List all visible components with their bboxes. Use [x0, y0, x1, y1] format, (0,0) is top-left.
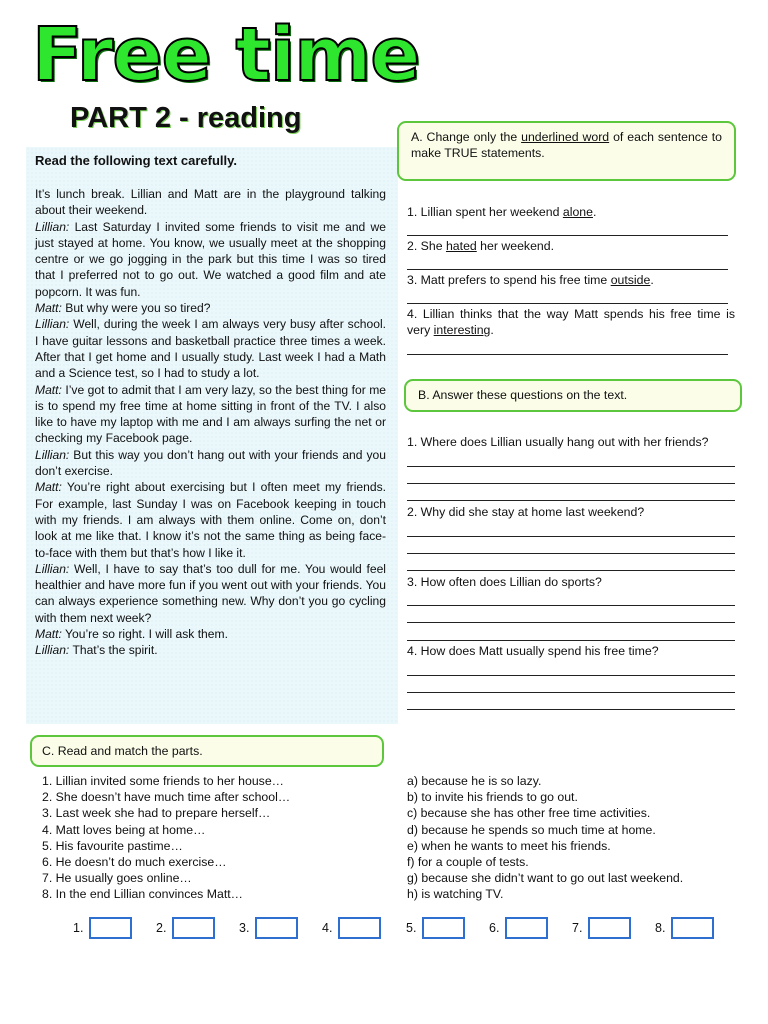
section-b-question: 3. How often does Lillian do sports? [407, 575, 602, 589]
section-a-item [407, 238, 737, 254]
speaker: Lillian: [35, 219, 70, 234]
section-a-item [407, 306, 735, 338]
speaker: Matt: [35, 480, 62, 495]
match-right-item: d) because he spends so much time at home. [407, 822, 656, 837]
match-right-item: g) because she didn’t want to go out last weekend. [407, 871, 684, 886]
dialogue-line [35, 316, 386, 381]
section-b-instruction: B. Answer these questions on the text. [404, 379, 742, 412]
match-left-item: 6. He doesn’t do much exercise… [42, 855, 227, 870]
dialogue-line [35, 479, 386, 560]
section-a-item [407, 272, 737, 288]
item-underlined: hated [445, 239, 477, 253]
dialogue-line [35, 561, 386, 626]
instr-text: of each sentence to make TRUE statements. [411, 130, 722, 160]
item-text: . [592, 205, 597, 219]
section-c-instruction: C. Read and match the parts. [30, 735, 384, 767]
answer-line[interactable] [407, 570, 735, 571]
answer-box[interactable] [255, 917, 298, 939]
match-right-item: b) to invite his friends to go out. [407, 790, 578, 805]
answer-label: 4. [322, 921, 333, 935]
dialogue-line [35, 642, 386, 658]
answer-line[interactable] [407, 466, 735, 467]
answer-line[interactable] [407, 692, 735, 693]
match-right-item: c) because she has other free time activities. [407, 806, 651, 821]
line-text: You’re so right. I will ask them. [65, 627, 228, 642]
answer-line[interactable] [407, 622, 735, 623]
worksheet-title: Free time [32, 12, 420, 98]
instr-text: A. Change only the [411, 130, 522, 144]
answer-box[interactable] [89, 917, 132, 939]
speaker: Matt: [35, 627, 62, 642]
match-left-item: 4. Matt loves being at home… [42, 822, 206, 837]
item-text: 1. Lillian spent her weekend [407, 205, 563, 219]
answer-label: 7. [572, 921, 583, 935]
line-text: Well, I have to say that’s too dull for me. You would feel healthier and have more fun if you went out with your friends. You can always experience something new. Why don’t you go cycling with them next week? [35, 561, 386, 625]
match-left-item: 2. She doesn’t have much time after school… [42, 790, 291, 805]
line-text: But this way you don’t hang out with your friends and you don’t exercise. [35, 447, 386, 479]
answer-line[interactable] [407, 235, 728, 236]
dialogue-line [35, 382, 386, 447]
dialogue-line [35, 300, 386, 316]
line-text: Last Saturday I invited some friends to visit me and we just stayed at home. You know, we usually meet at the shopping centre or we go jogging in the park but this time I was so tired that I preferred not to go out. We watched a good film and ate popcorn. It was fun. [35, 219, 386, 299]
match-right-item: f) for a couple of tests. [407, 855, 529, 870]
answer-line[interactable] [407, 536, 735, 537]
answer-box[interactable] [338, 917, 381, 939]
line-text: Well, during the week I am always very busy after school. I have guitar lessons and basketball practice three times a week. After that I get home and I usually study. Last week I had a Math and a Science test, so I had to study a lot. [35, 317, 386, 381]
answer-line[interactable] [407, 500, 735, 501]
dialogue-line [35, 219, 386, 300]
instr-underlined: underlined word [521, 130, 610, 144]
worksheet-subtitle: PART 2 - reading [70, 102, 302, 134]
answer-box[interactable] [505, 917, 548, 939]
answer-label: 8. [655, 921, 666, 935]
reading-text [35, 186, 386, 659]
answer-label: 1. [73, 921, 84, 935]
item-text: . [650, 273, 654, 287]
answer-line[interactable] [407, 553, 735, 554]
answer-line[interactable] [407, 605, 735, 606]
item-text: . [490, 323, 494, 337]
match-right-item: h) is watching TV. [407, 887, 504, 902]
section-b-question: 2. Why did she stay at home last weekend? [407, 505, 645, 519]
match-left-item: 1. Lillian invited some friends to her house… [42, 774, 284, 788]
item-underlined: interesting [433, 323, 491, 337]
item-text: 3. Matt prefers to spend his free time [407, 273, 611, 287]
answer-label: 3. [239, 921, 250, 935]
answer-box[interactable] [172, 917, 215, 939]
item-underlined: alone [562, 205, 593, 219]
speaker: Lillian: [35, 561, 70, 576]
dialogue-line [35, 447, 386, 480]
line-text: I’ve got to admit that I am very lazy, so the best thing for me is to spend my free time at home sitting in front of the TV. I also like to have my laptop with me and I am always surfing the net or checking my Facebook page. [35, 382, 386, 446]
section-a-instruction [397, 121, 736, 181]
match-left-item: 3. Last week she had to prepare herself… [42, 806, 271, 821]
answer-line[interactable] [407, 675, 735, 676]
reading-intro: It’s lunch break. Lillian and Matt are in the playground talking about their weekend. [35, 187, 386, 218]
speaker: Lillian: [35, 643, 70, 658]
answer-label: 5. [406, 921, 417, 935]
match-right-item: a) because he is so lazy. [407, 774, 542, 788]
answer-label: 6. [489, 921, 500, 935]
line-text: But why were you so tired? [65, 301, 211, 316]
section-b-question: 4. How does Matt usually spend his free time? [407, 644, 659, 658]
match-left-item: 5. His favourite pastime… [42, 838, 183, 853]
answer-box[interactable] [422, 917, 465, 939]
item-text: 4. Lillian thinks that the way Matt spends his free time is very [407, 307, 735, 337]
line-text: You’re right about exercising but I often meet my friends. For example, last Sunday I was on Facebook keeping in touch with my friends. I am always with them online. Come on, don’t look at me like that. I know it’s not the same thing as being face-to-face with them but that’s how I like it. [35, 480, 386, 560]
match-right-column [407, 773, 683, 903]
speaker: Matt: [35, 382, 62, 397]
speaker: Lillian: [35, 447, 70, 462]
answer-line[interactable] [407, 640, 735, 641]
answer-line[interactable] [407, 354, 728, 355]
answer-line[interactable] [407, 709, 735, 710]
item-text: 2. She [407, 239, 446, 253]
item-underlined: outside [610, 273, 651, 287]
section-b-question: 1. Where does Lillian usually hang out with her friends? [407, 435, 709, 449]
match-right-item: e) when he wants to meet his friends. [407, 838, 611, 853]
match-left-column [42, 773, 290, 903]
match-left-item: 7. He usually goes online… [42, 871, 192, 886]
answer-line[interactable] [407, 303, 728, 304]
answer-box[interactable] [671, 917, 714, 939]
match-left-item: 8. In the end Lillian convinces Matt… [42, 887, 243, 902]
section-a-item [407, 204, 737, 220]
answer-label: 2. [156, 921, 167, 935]
item-text: her weekend. [476, 239, 554, 253]
dialogue-line [35, 626, 386, 642]
answer-box[interactable] [588, 917, 631, 939]
answer-line[interactable] [407, 269, 728, 270]
line-text: That’s the spirit. [72, 643, 158, 658]
speaker: Matt: [35, 301, 62, 316]
reading-instruction: Read the following text carefully. [35, 153, 238, 168]
answer-line[interactable] [407, 483, 735, 484]
speaker: Lillian: [35, 317, 70, 332]
